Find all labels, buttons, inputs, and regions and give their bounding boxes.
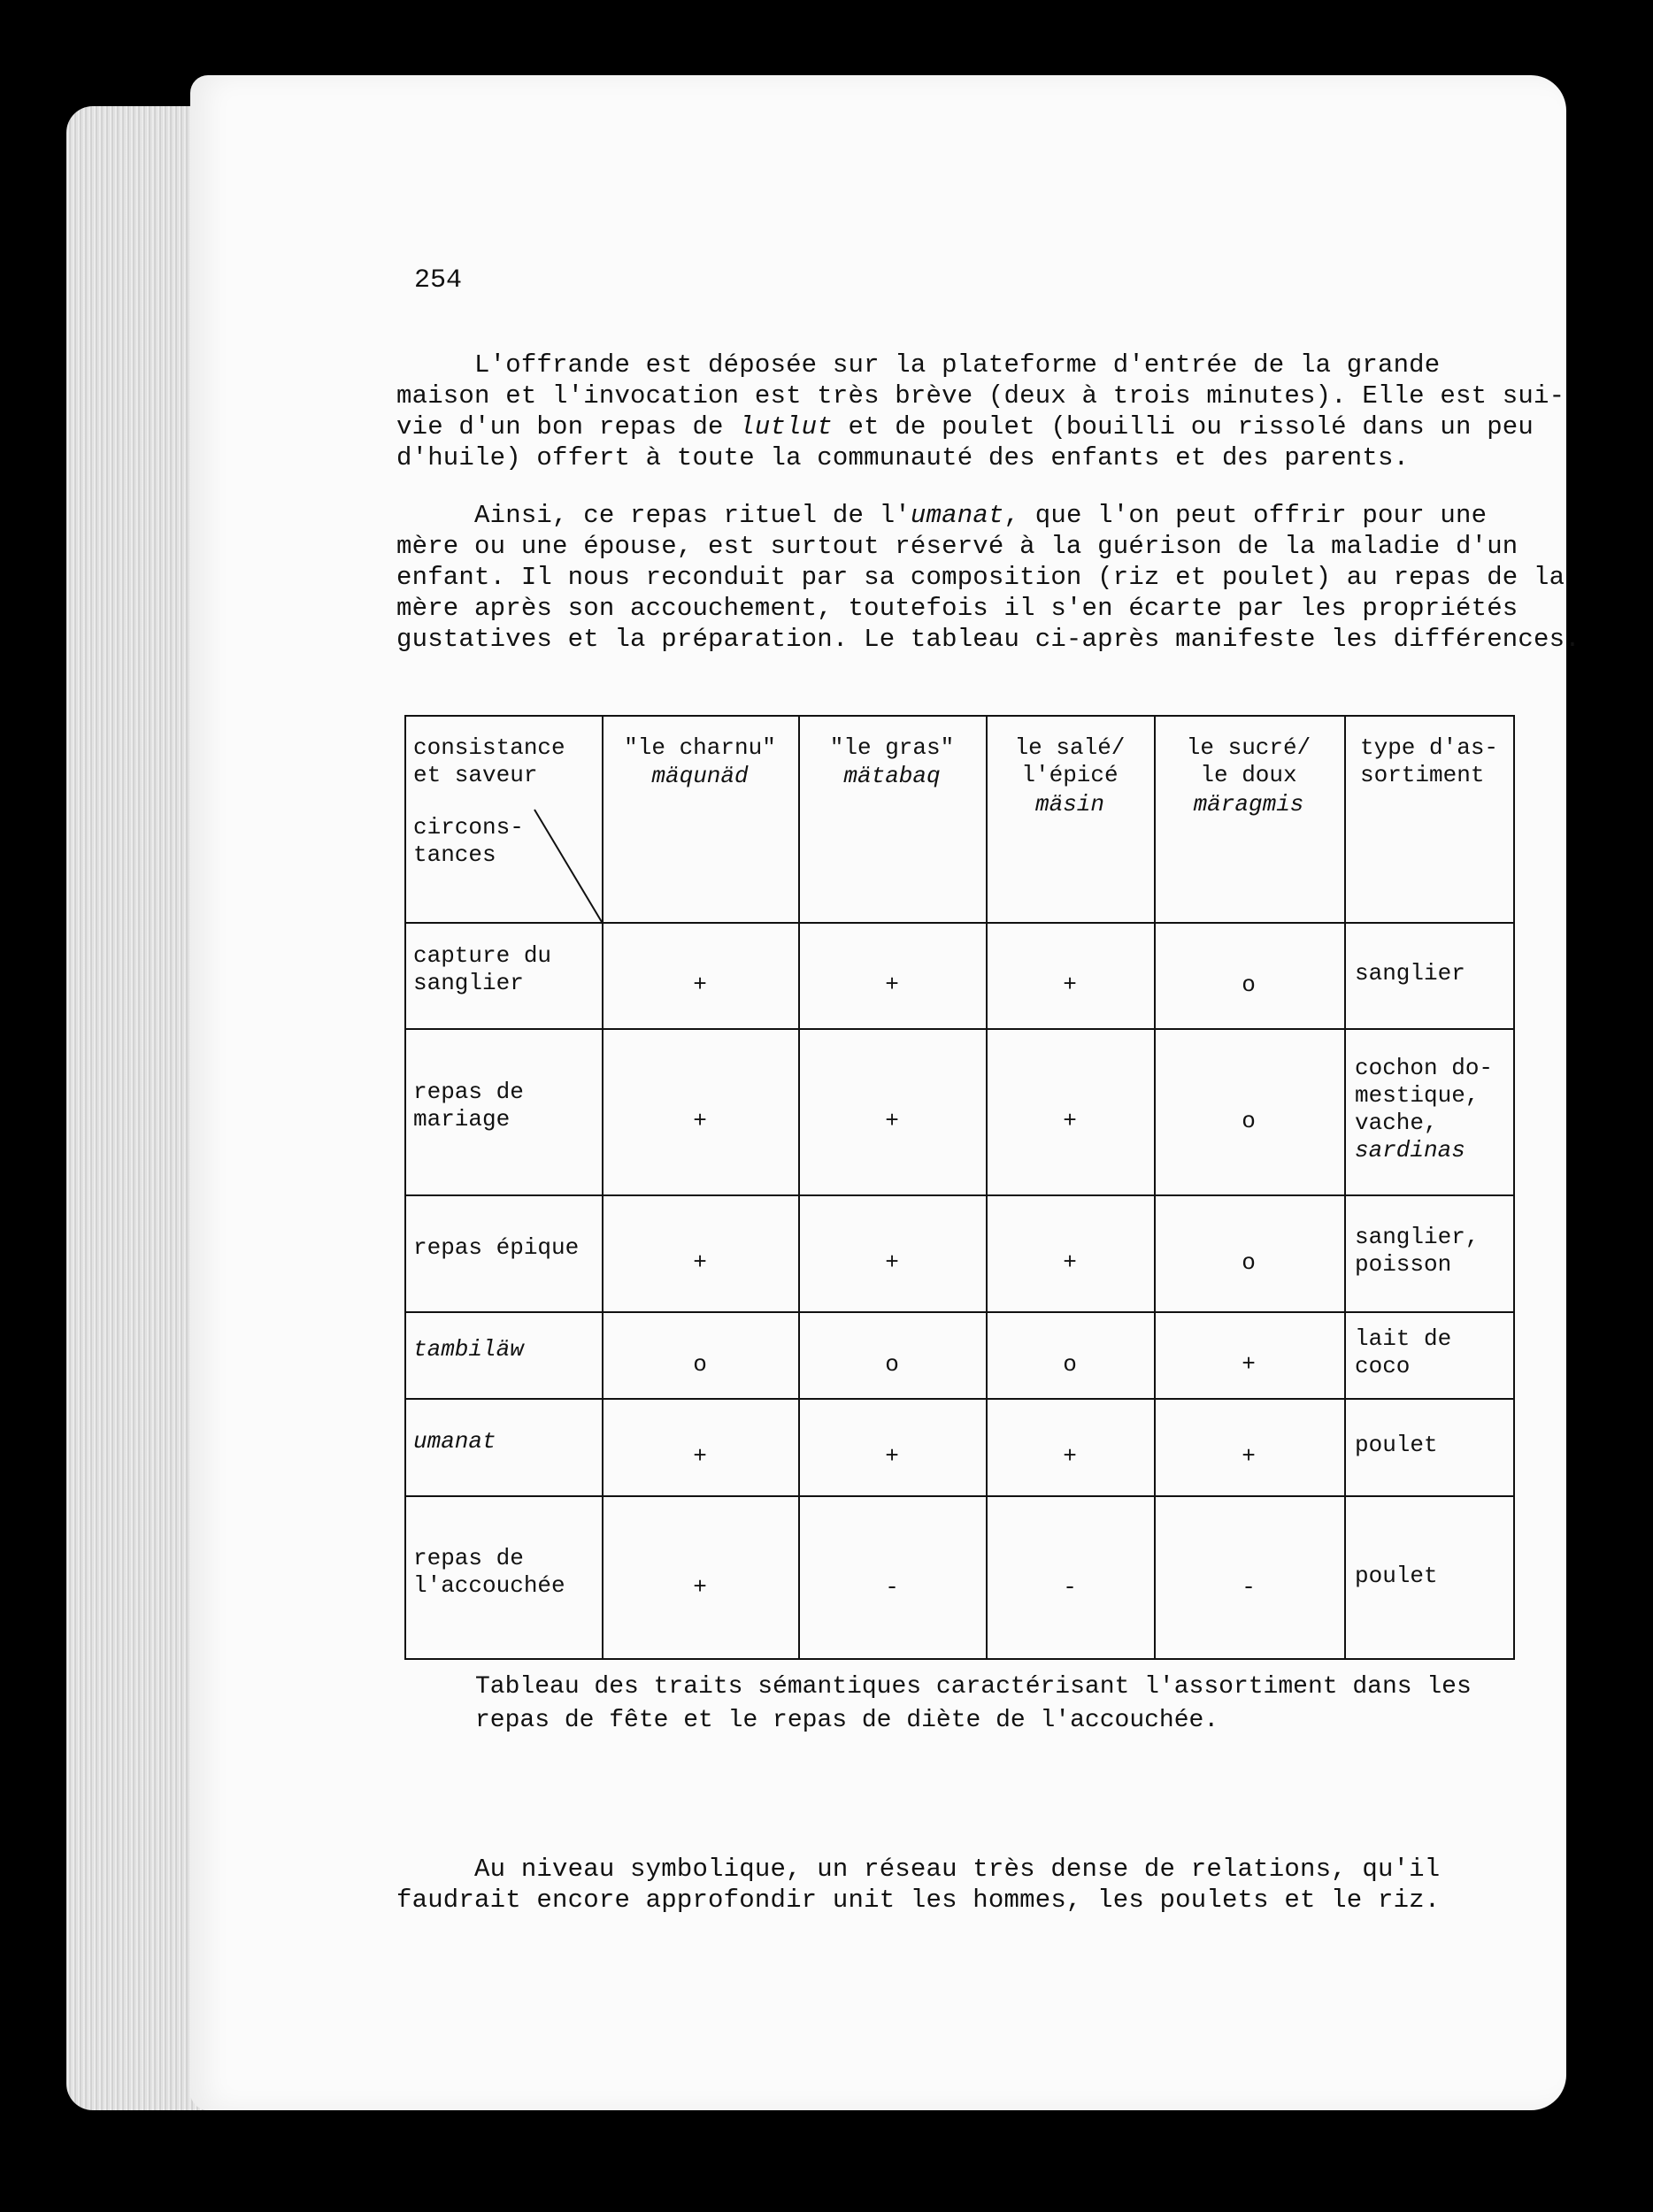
table-row-line xyxy=(406,1194,1513,1196)
row-label: umanat xyxy=(413,1427,496,1455)
table-caption: Tableau des traits sémantiques caractérisant l'assortiment dans les repas de fête et le repas de diète de l'accouchée. xyxy=(475,1673,1472,1734)
assortment-type: sanglier, poisson xyxy=(1355,1224,1480,1278)
trait-value: + xyxy=(693,1108,707,1134)
italic-term: umanat xyxy=(910,501,1004,530)
column-header: "le gras" xyxy=(829,734,955,761)
table-col-line xyxy=(1344,717,1346,1658)
corner-header-top: consistance et saveur xyxy=(413,734,565,788)
trait-value: + xyxy=(693,972,707,998)
table-row-line xyxy=(406,1028,1513,1030)
assortment-type: sanglier xyxy=(1355,959,1465,987)
trait-value: + xyxy=(885,1249,899,1276)
trait-value: + xyxy=(885,1108,899,1134)
trait-value: - xyxy=(1242,1574,1256,1601)
trait-value: o xyxy=(1242,972,1256,998)
assortment-type: poulet xyxy=(1355,1431,1438,1458)
trait-value: + xyxy=(1063,1108,1077,1134)
column-header-native-term: märagmis xyxy=(1193,791,1304,818)
row-label: capture du sanglier xyxy=(413,942,552,996)
trait-value: + xyxy=(1242,1351,1256,1378)
trait-value: + xyxy=(885,972,899,998)
table-col-line xyxy=(986,717,988,1658)
column-header-native-term: mäsin xyxy=(1034,791,1104,818)
italic-term: lutlut xyxy=(739,412,833,442)
trait-value: + xyxy=(885,1443,899,1470)
table-row-line xyxy=(406,1311,1513,1313)
assortment-type: cochon do- mestique, vache, sardinas xyxy=(1355,1055,1494,1164)
assortment-type: lait de coco xyxy=(1355,1325,1452,1379)
trait-value: + xyxy=(1063,972,1077,998)
corner-header-bottom: circons- tances xyxy=(413,814,524,868)
column-header: le sucré/ le doux xyxy=(1186,734,1311,788)
table-col-line xyxy=(1154,717,1156,1658)
trait-value: o xyxy=(1242,1249,1256,1276)
row-label: repas de mariage xyxy=(413,1079,524,1133)
trait-value: o xyxy=(1063,1351,1077,1378)
trait-value: + xyxy=(1063,1443,1077,1470)
paragraph-ritual-meal: Ainsi, ce repas rituel de l'umanat, que l'on peut offrir pour une mère ou une épouse, est surtout réservé à la guérison de la maladie d'un enfant. Il nous reconduit par sa composition (riz et poulet) au repas de la mère après son accouchement, toutefois il s'en écarte par les propriétés gustatives et la préparation. Le tableau ci-après manifeste les différences. xyxy=(396,501,1580,654)
trait-value: + xyxy=(1242,1443,1256,1470)
paragraph-symbolic: Au niveau symbolique, un réseau très dense de relations, qu'il faudrait encore approfondir unit les hommes, les poulets et le riz. xyxy=(396,1855,1441,1915)
trait-value: + xyxy=(693,1249,707,1276)
column-header: "le charnu" xyxy=(624,734,776,761)
trait-value: o xyxy=(885,1351,899,1378)
paragraph-offering: L'offrande est déposée sur la plateforme d'entrée de la grande maison et l'invocation est très brève (deux à trois minutes). Elle est sui- vie d'un bon repas de lutlut et de poulet (bouilli ou rissolé dans un peu d'huile) offert à toute la communauté des enfants et des parents. xyxy=(396,350,1565,472)
trait-value: + xyxy=(693,1443,707,1470)
italic-term: sardinas xyxy=(1355,1137,1465,1164)
column-header: type d'as- sortiment xyxy=(1360,734,1499,788)
semantic-traits-table xyxy=(404,715,1515,1660)
trait-value: o xyxy=(693,1351,707,1378)
row-label: repas épique xyxy=(413,1233,580,1261)
column-header-native-term: mätabaq xyxy=(843,763,941,789)
trait-value: - xyxy=(885,1574,899,1601)
trait-value: + xyxy=(1063,1249,1077,1276)
table-row-line xyxy=(406,1398,1513,1400)
table-col-line xyxy=(602,717,604,1658)
page-number: 254 xyxy=(414,265,463,296)
trait-value: + xyxy=(693,1574,707,1601)
table-col-line xyxy=(798,717,800,1658)
column-header-native-term: mäqunäd xyxy=(651,763,749,789)
row-label: repas de l'accouchée xyxy=(413,1545,565,1599)
trait-value: - xyxy=(1063,1574,1077,1601)
column-header: le salé/ l'épicé xyxy=(1014,734,1126,788)
trait-value: o xyxy=(1242,1108,1256,1134)
assortment-type: poulet xyxy=(1355,1562,1438,1589)
table-row-line xyxy=(406,922,1513,924)
table-row-line xyxy=(406,1495,1513,1497)
row-label: tambiläw xyxy=(413,1335,524,1363)
